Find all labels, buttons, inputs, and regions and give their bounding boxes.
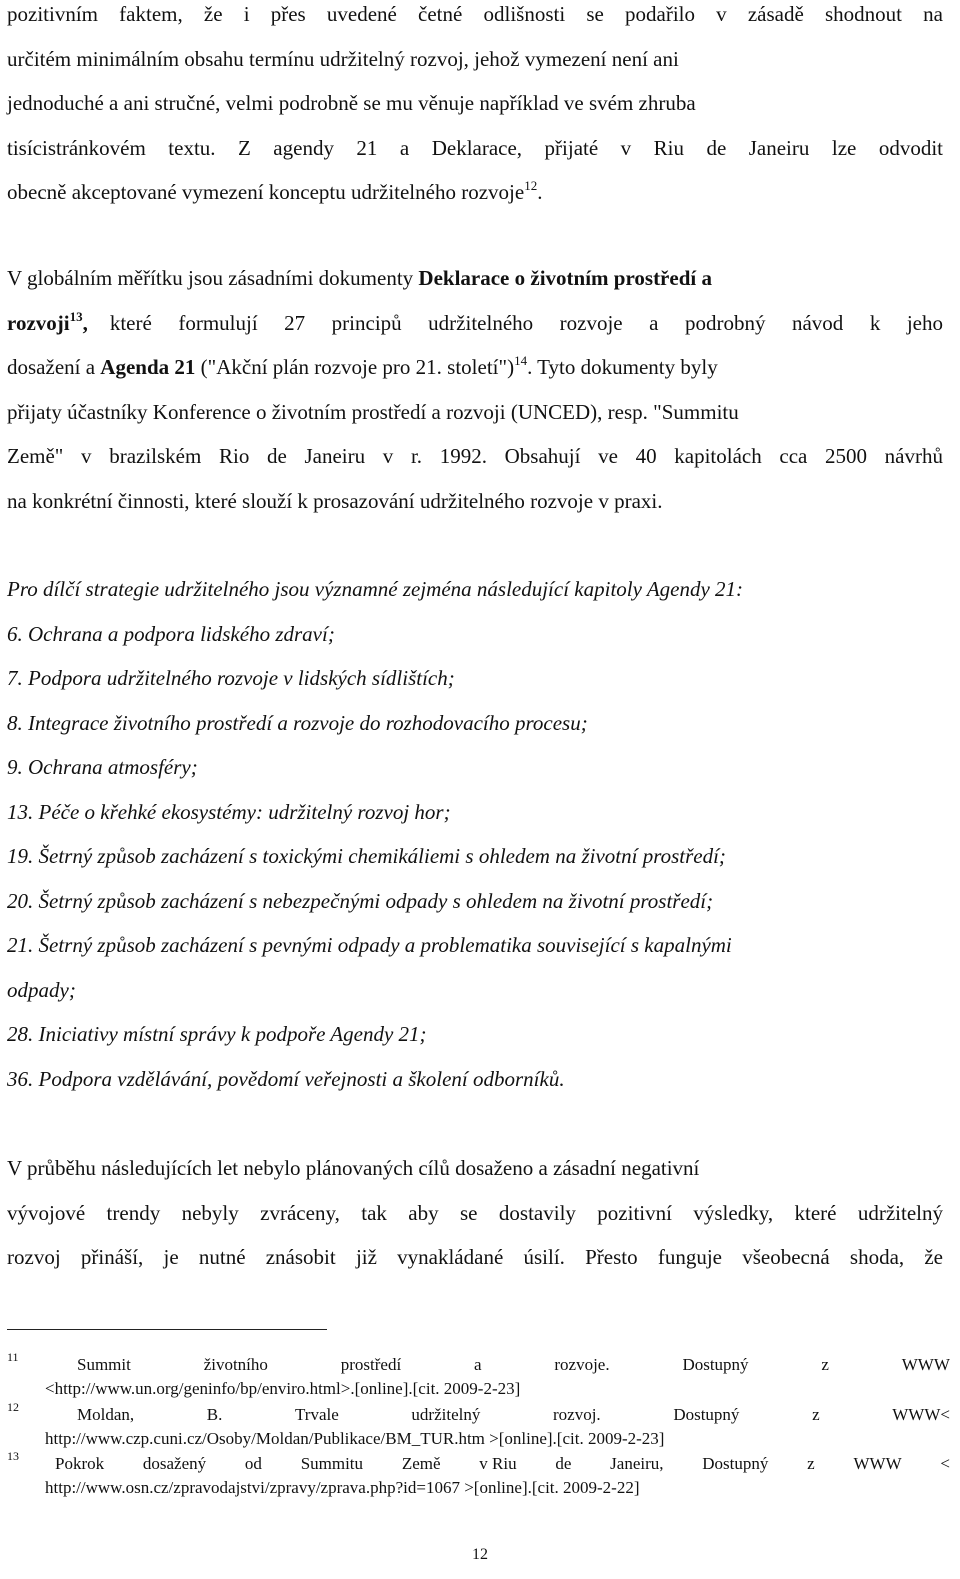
footnote-separator xyxy=(7,1329,327,1330)
footnote-ref: 14 xyxy=(514,353,528,368)
footnote-number: 13 xyxy=(7,1449,19,1463)
text-line: přijaty účastníky Konference o životním prostředí a rozvoji (UNCED), resp. "Summitu xyxy=(7,399,739,424)
footnote-ref: 12 xyxy=(524,178,538,193)
list-intro: Pro dílčí strategie udržitelného jsou významné zejména následující kapitoly Agendy 21: xyxy=(7,577,744,601)
page-number: 12 xyxy=(472,1546,488,1563)
list-item: 6. Ochrana a podpora lidského zdraví; xyxy=(7,621,335,646)
paragraph-conclusion xyxy=(7,1146,943,1280)
text-line: určitém minimálním obsahu termínu udržitelný rozvoj, jehož vymezení není ani xyxy=(7,46,679,71)
text-line: V průběhu následujících let nebylo plánovaných cílů dosaženo a zásadní negativní xyxy=(7,1156,700,1180)
bold-term-development: rozvoji xyxy=(7,310,70,335)
footnote-number: 12 xyxy=(7,1400,19,1414)
bold-term-declaration: Deklarace o životním prostředí a xyxy=(418,266,712,290)
footnote-url[interactable]: http://www.czp.cuni.cz/Osoby/Moldan/Publikace/BM_TUR.htm >[online].[cit. 2009-2-23] xyxy=(45,1429,665,1448)
text-line: rozvoji$^{13}$, které formulují 27 principů udržitelného rozvoje a podrobný návod k jeho xyxy=(7,308,943,335)
text-line: dosažení a Agenda 21 ("Akční plán rozvoje pro 21. století")$^{14}$. Tyto dokumenty byly xyxy=(7,353,718,379)
text-line: na konkrétní činnosti, které slouží k prosazování udržitelného rozvoje v praxi. xyxy=(7,488,663,513)
list-item: 7. Podpora udržitelného rozvoje v lidských sídlištích; xyxy=(7,666,455,690)
list-item: 28. Iniciativy místní správy k podpoře Agendy 21; xyxy=(7,1022,427,1046)
paragraph-global-documents xyxy=(7,256,943,523)
list-item: 19. Šetrný způsob zacházení s toxickými chemikáliemi s ohledem na životní prostředí; xyxy=(7,844,726,868)
list-item: 36. Podpora vzdělávání, povědomí veřejnosti a školení odborníků. xyxy=(7,1066,565,1091)
footnote-11 xyxy=(7,1350,950,1401)
text-line: obecně akceptované vymezení konceptu udržitelného rozvoje$^{12}$. xyxy=(7,178,543,204)
text-line: tisícistránkovém textu. Z agendy 21 a Deklarace, přijaté v Riu de Janeiru lze odvodit xyxy=(7,135,943,160)
text-line: pozitivním faktem, že i přes uvedené četné odlišnosti se podařilo v zásadě shodnout na xyxy=(7,2,943,26)
footnote-url[interactable]: <http://www.un.org/geninfo/bp/enviro.html>.[online].[cit. 2009-2-23] xyxy=(45,1379,521,1398)
list-item: 8. Integrace životního prostředí a rozvoje do rozhodovacího procesu; xyxy=(7,710,588,735)
list-item: odpady; xyxy=(7,977,76,1002)
footnote-line: Pokrok dosažený od Summitu Země v Riu de Janeiru, Dostupný z WWW < xyxy=(55,1454,950,1473)
text-line: vývojové trendy nebyly zvráceny, tak aby se dostavily pozitivní výsledky, které udržitelný xyxy=(7,1200,943,1225)
footnote-number: 11 xyxy=(7,1350,19,1364)
footnote-ref: 13 xyxy=(69,308,83,324)
text-line: rozvoj přináší, je nutné znásobit již vynakládané úsilí. Přesto funguje všeobecná shoda, že xyxy=(7,1245,943,1269)
list-item: 20. Šetrný způsob zacházení s nebezpečnými odpady s ohledem na životní prostředí; xyxy=(7,888,714,913)
footnote-12 xyxy=(7,1400,950,1451)
agenda-chapters-list xyxy=(7,567,943,1101)
footnote-line: Summit životního prostředí a rozvoje. Dostupný z WWW xyxy=(77,1355,950,1374)
list-item: 9. Ochrana atmosféry; xyxy=(7,755,198,779)
text-line: Země" v brazilském Rio de Janeiru v r. 1992. Obsahují ve 40 kapitolách cca 2500 návrhů xyxy=(7,444,943,468)
text-line: jednoduché a ani stručné, velmi podrobně se mu věnuje například ve svém zhruba xyxy=(7,91,696,115)
footnote-url[interactable]: http://www.osn.cz/zpravodajstvi/zpravy/zprava.php?id=1067 >[online].[cit. 2009-2-22] xyxy=(45,1478,640,1497)
text-line: V globálním měřítku jsou zásadními dokumenty Deklarace o životním prostředí a xyxy=(7,266,712,290)
footnote-13 xyxy=(7,1449,950,1500)
footnote-line: Moldan, B. Trvale udržitelný rozvoj. Dostupný z WWW< xyxy=(77,1405,950,1424)
list-item: 21. Šetrný způsob zacházení s pevnými odpady a problematika související s kapalnými xyxy=(7,933,732,957)
bold-term-agenda-21: Agenda 21 xyxy=(100,355,196,379)
list-item: 13. Péče o křehké ekosystémy: udržitelný rozvoj hor; xyxy=(7,799,451,824)
paragraph-intro xyxy=(7,0,943,215)
